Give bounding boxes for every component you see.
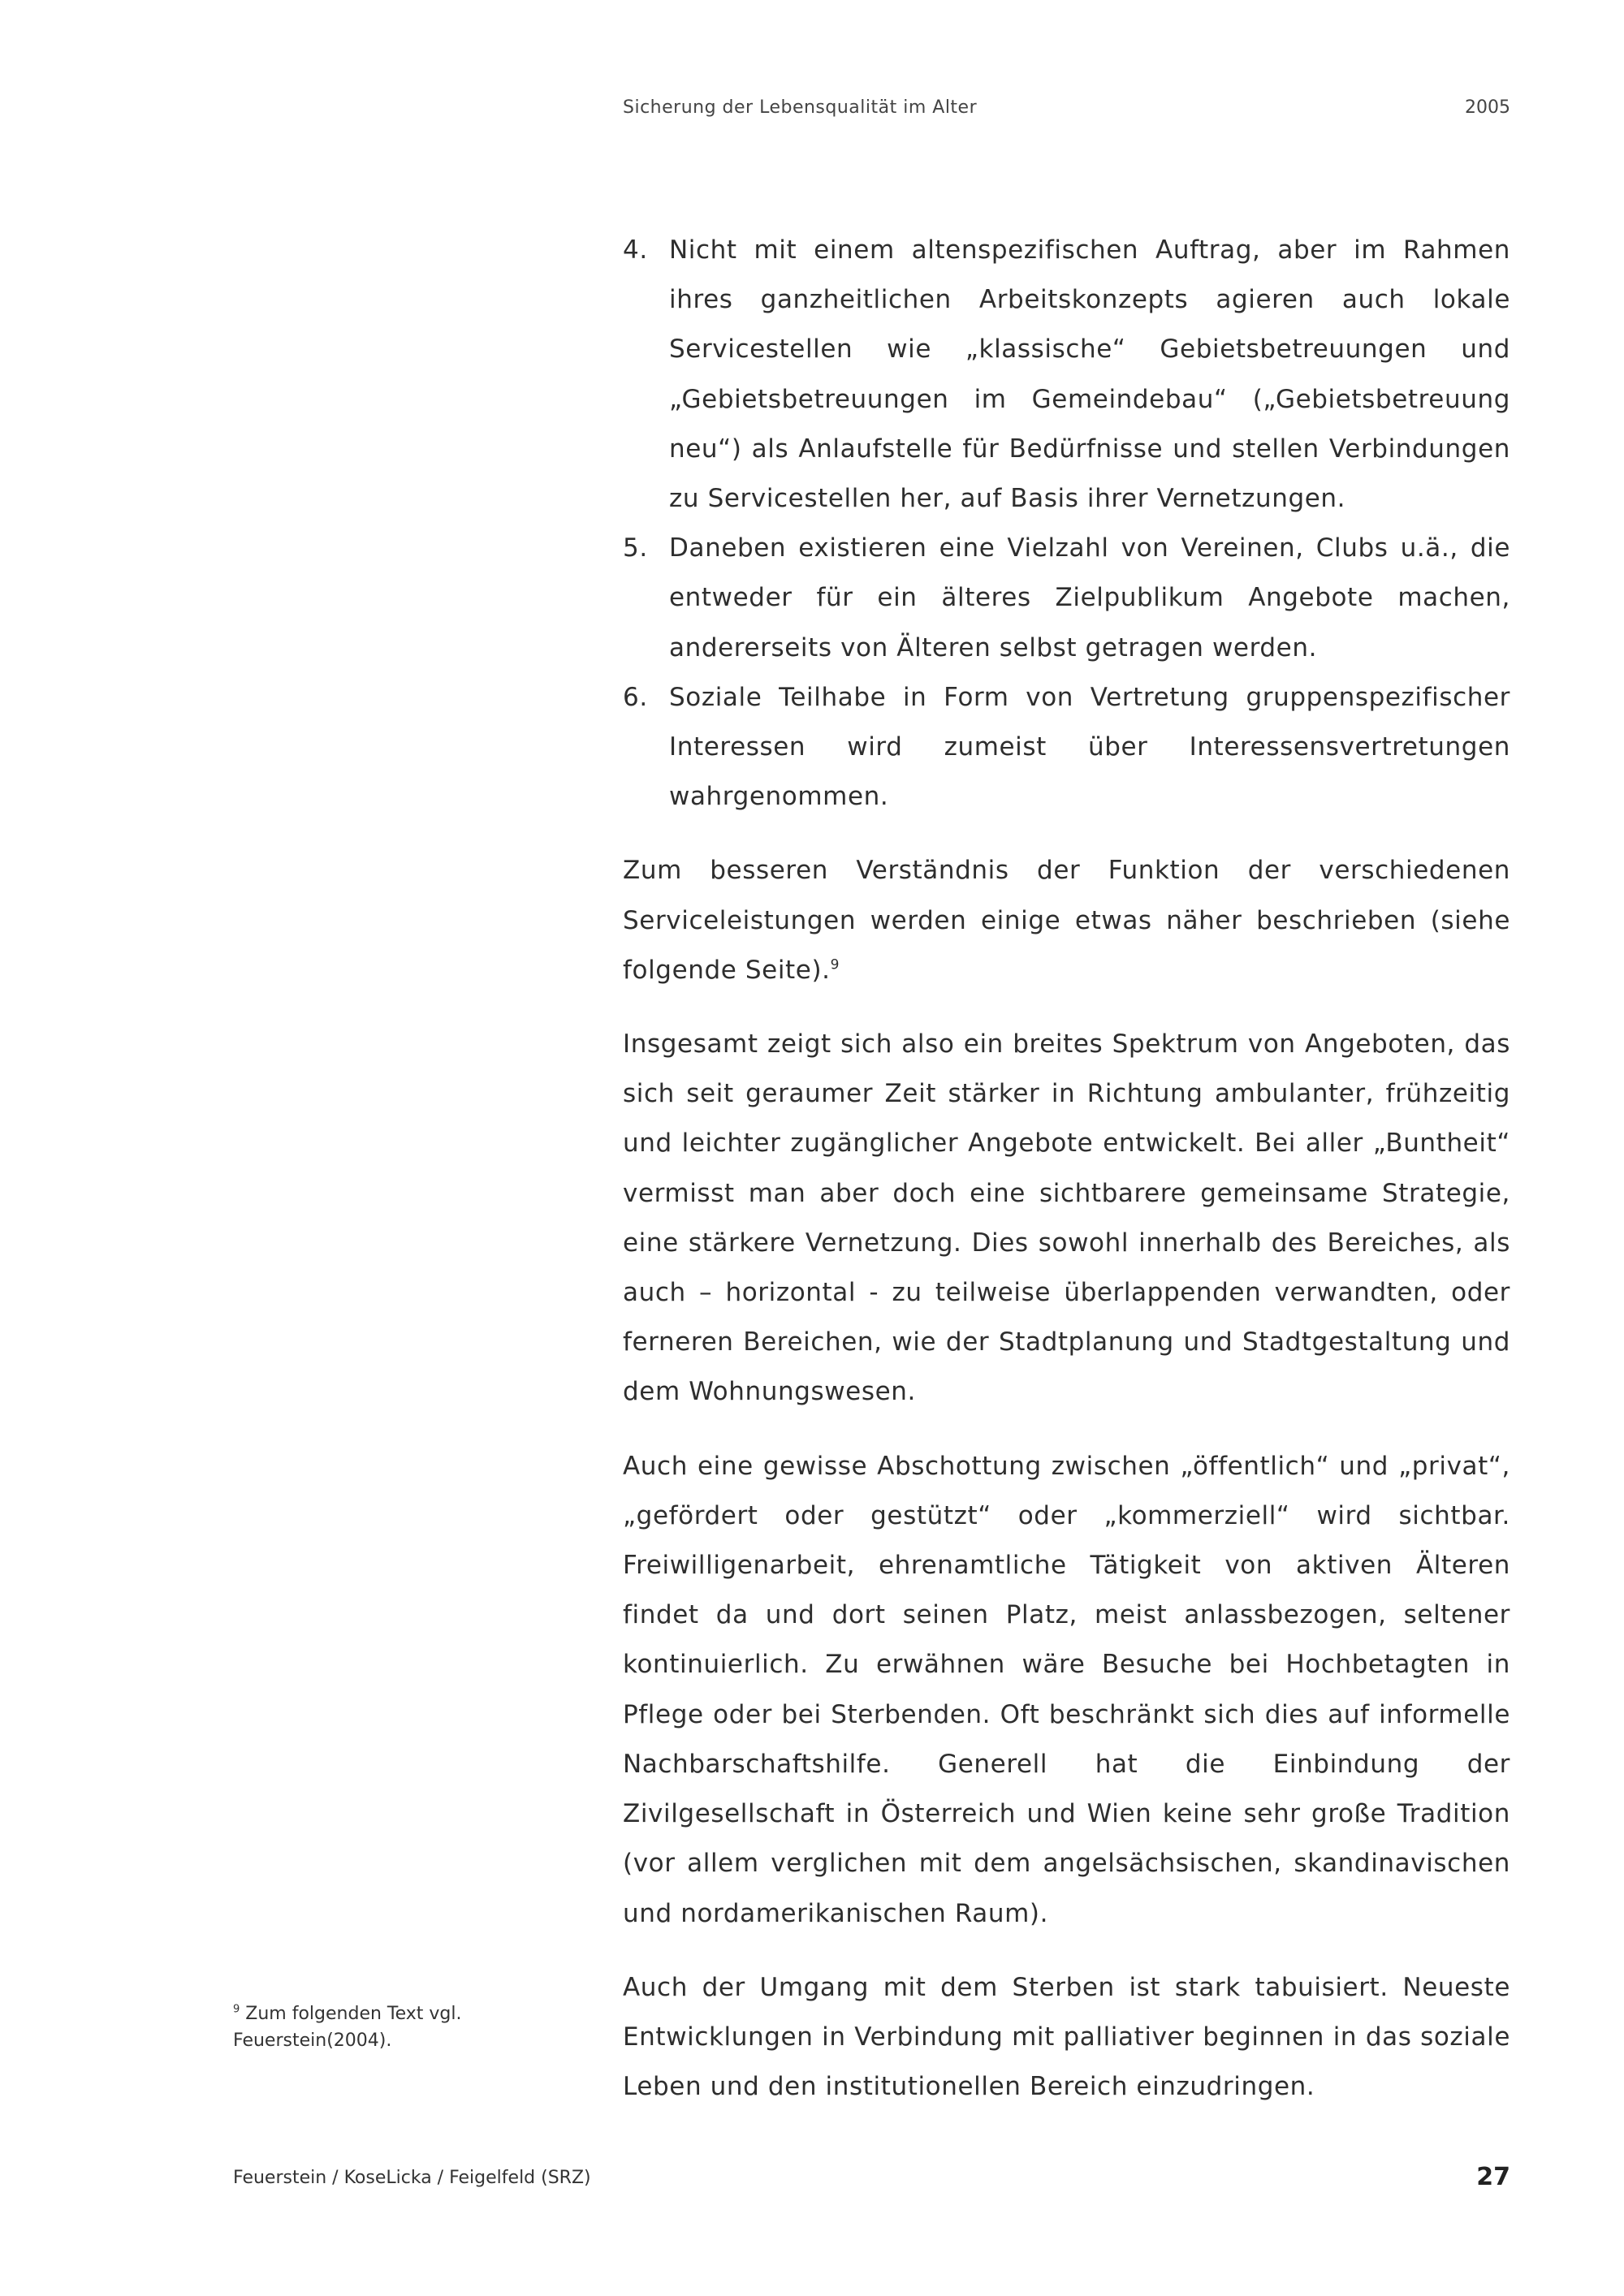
numbered-list [623,226,1510,822]
body-paragraph: Insgesamt zeigt sich also ein breites Spektrum von Angeboten, das sich seit geraumer Zeit stärker in Richtung ambulanter, frühzeitig und leichter zugänglicher Angebote entwickelt. Bei aller „Buntheit“ vermisst man aber doch eine sichtbarere gemeinsame Strategie, eine stärkere Vernetzung. Dies sowohl innerhalb des Bereiches, als auch – horizontal - zu teilweise überlappenden verwandten, oder ferneren Bereichen, wie der Stadtplanung und Stadtgestaltung und dem Wohnungswesen. [623,1029,1510,1407]
list-item-number: 5. [623,533,648,563]
main-text-column [623,226,1510,2112]
footer-authors: Feuerstein / KoseLicka / Feigelfeld (SRZ) [233,2168,591,2188]
list-item [623,226,1510,524]
running-header-year: 2005 [1465,97,1510,118]
list-item-number: 4. [623,235,648,265]
body-paragraph: Auch eine gewisse Abschottung zwischen „öffentlich“ und „privat“, „gefördert oder gestützt“ oder „kommerziell“ wird sichtbar. Freiwilligenarbeit, ehrenamtliche Tätigkeit von aktiven Älteren findet da und dort seinen Platz, meist anlassbezogen, seltener kontinuierlich. Zu erwähnen wäre Besuche bei Hochbetagten in Pflege oder bei Sterbenden. Oft beschränkt sich dies auf informelle Nachbarschaftshilfe. Generell hat die Einbindung der Zivilgesellschaft in Österreich und Wien keine sehr große Tradition (vor allem verglichen mit dem angelsächsischen, skandinavischen und nordamerikanischen Raum). [623,1451,1510,1928]
footnote-marker: 9 [233,2003,240,2016]
body-paragraph [623,846,1510,995]
list-item [623,524,1510,673]
footnote-reference[interactable]: 9 [830,956,840,973]
list-item-text: Daneben existieren eine Vielzahl von Vereinen, Clubs u.ä., die entweder für ein älteres Zielpublikum Angebote machen, andererseits von Älteren selbst getragen werden. [669,533,1510,662]
body-paragraph: Auch der Umgang mit dem Sterben ist stark tabuisiert. Neueste Entwicklungen in Verbindung mit palliativer beginnen in das soziale Leben und den institutionellen Bereich einzudringen. [623,1972,1510,2102]
list-item [623,673,1510,822]
list-item-text: Nicht mit einem altenspezifischen Auftrag, aber im Rahmen ihres ganzheitlichen Arbeitskonzepts agieren auch lokale Servicestellen wie „klassische“ Gebietsbetreuungen und „Gebietsbetreuungen im Gemeindebau“ („Gebietsbetreuung neu“) als Anlaufstelle für Bedürfnisse und stellen Verbindungen zu Servicestellen her, auf Basis ihrer Vernetzungen. [669,235,1510,514]
paragraph-text: Zum besseren Verständnis der Funktion der verschiedenen Serviceleistungen werden einige etwas näher beschrieben (siehe folgende Seite). [623,856,1510,985]
page-number: 27 [1476,2163,1510,2191]
running-header-title: Sicherung der Lebensqualität im Alter [623,97,978,118]
list-item-text: Soziale Teilhabe in Form von Vertretung gruppenspezifischer Interessen wird zumeist über Interessensvertretungen wahrgenommen. [669,682,1510,812]
footnote [233,2000,533,2054]
footnote-text: Zum folgenden Text vgl. Feuerstein(2004). [233,2004,462,2051]
list-item-number: 6. [623,682,648,712]
